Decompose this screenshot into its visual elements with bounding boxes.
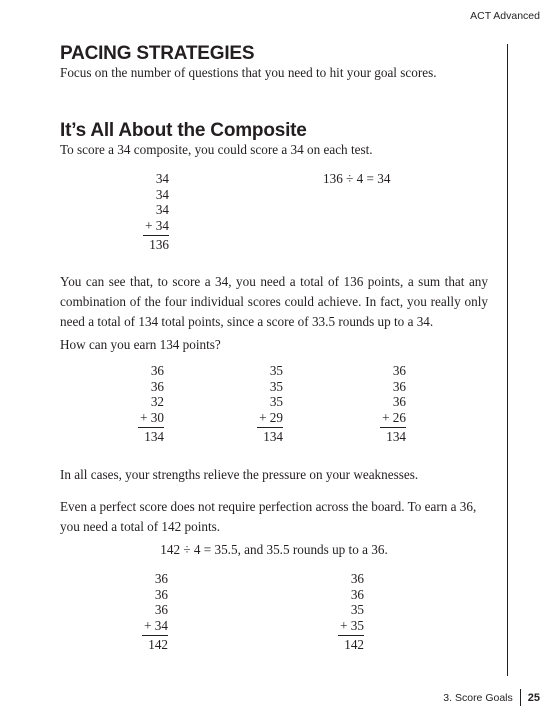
margin-rule: [507, 44, 508, 676]
addend: 34: [155, 171, 169, 186]
addend: 35: [269, 394, 283, 410]
equation-142: 142 ÷ 4 = 35.5, and 35.5 rounds up to a 36.: [160, 542, 388, 557]
footer-divider: [520, 689, 521, 706]
addend: 35: [269, 378, 283, 394]
addend: 35: [350, 602, 364, 618]
addend: 36: [154, 586, 168, 602]
sum-stack-e: [338, 571, 364, 653]
addend: 36: [150, 378, 164, 394]
sum-stack-136: [143, 171, 169, 253]
sum-total: 134: [138, 427, 164, 445]
addend: 36: [154, 602, 168, 618]
addend: 36: [350, 586, 364, 602]
addend: + 34: [145, 218, 169, 234]
sum-stack-d: [142, 571, 168, 653]
paragraph-strengths: In all cases, your strengths relieve the pressure on your weaknesses.: [60, 467, 419, 482]
question-134: How can you earn 134 points?: [60, 337, 221, 352]
sum-stack-a: [138, 363, 164, 445]
addend: 34: [155, 202, 169, 218]
section-heading-pacing: PACING STRATEGIES: [60, 43, 255, 64]
addend: + 30: [140, 410, 164, 426]
sum-stack-c: [380, 363, 406, 445]
composite-intro: To score a 34 composite, you could score a 34 on each test.: [60, 142, 373, 157]
addend: + 29: [259, 410, 283, 426]
sum-total: 142: [338, 635, 364, 653]
page-footer: [443, 689, 540, 706]
addend: 36: [150, 363, 164, 378]
running-header: ACT Advanced: [470, 10, 540, 22]
addend: + 34: [144, 618, 168, 634]
addend: 32: [150, 394, 164, 410]
addend: 34: [155, 186, 169, 202]
paragraph-perfect-score: Even a perfect score does not require perfection across the board. To earn a 36, you need a total of 142 points.: [60, 499, 477, 534]
addend: 36: [392, 378, 406, 394]
paragraph-total-points: You can see that, to score a 34, you need a total of 136 points, a sum that any combination of the four individual scores could achieve. In fact, you really only need a total of 134 total points, since a score of 33.5 rounds up to a 34.: [60, 274, 488, 329]
addend: 36: [350, 571, 364, 586]
addend: + 26: [382, 410, 406, 426]
pacing-intro: Focus on the number of questions that you need to hit your goal scores.: [60, 65, 437, 80]
sum-total: 136: [143, 235, 169, 253]
addend: 36: [154, 571, 168, 586]
sum-total: 142: [142, 635, 168, 653]
sum-stack-b: [257, 363, 283, 445]
sum-total: 134: [257, 427, 283, 445]
page-number: 25: [527, 691, 540, 704]
addend: + 35: [340, 618, 364, 634]
addend: 36: [392, 363, 406, 378]
addend: 35: [269, 363, 283, 378]
chapter-label: 3. Score Goals: [443, 691, 513, 704]
addend: 36: [392, 394, 406, 410]
section-heading-composite: It’s All About the Composite: [60, 120, 307, 141]
division-equation: 136 ÷ 4 = 34: [323, 171, 391, 186]
sum-total: 134: [380, 427, 406, 445]
